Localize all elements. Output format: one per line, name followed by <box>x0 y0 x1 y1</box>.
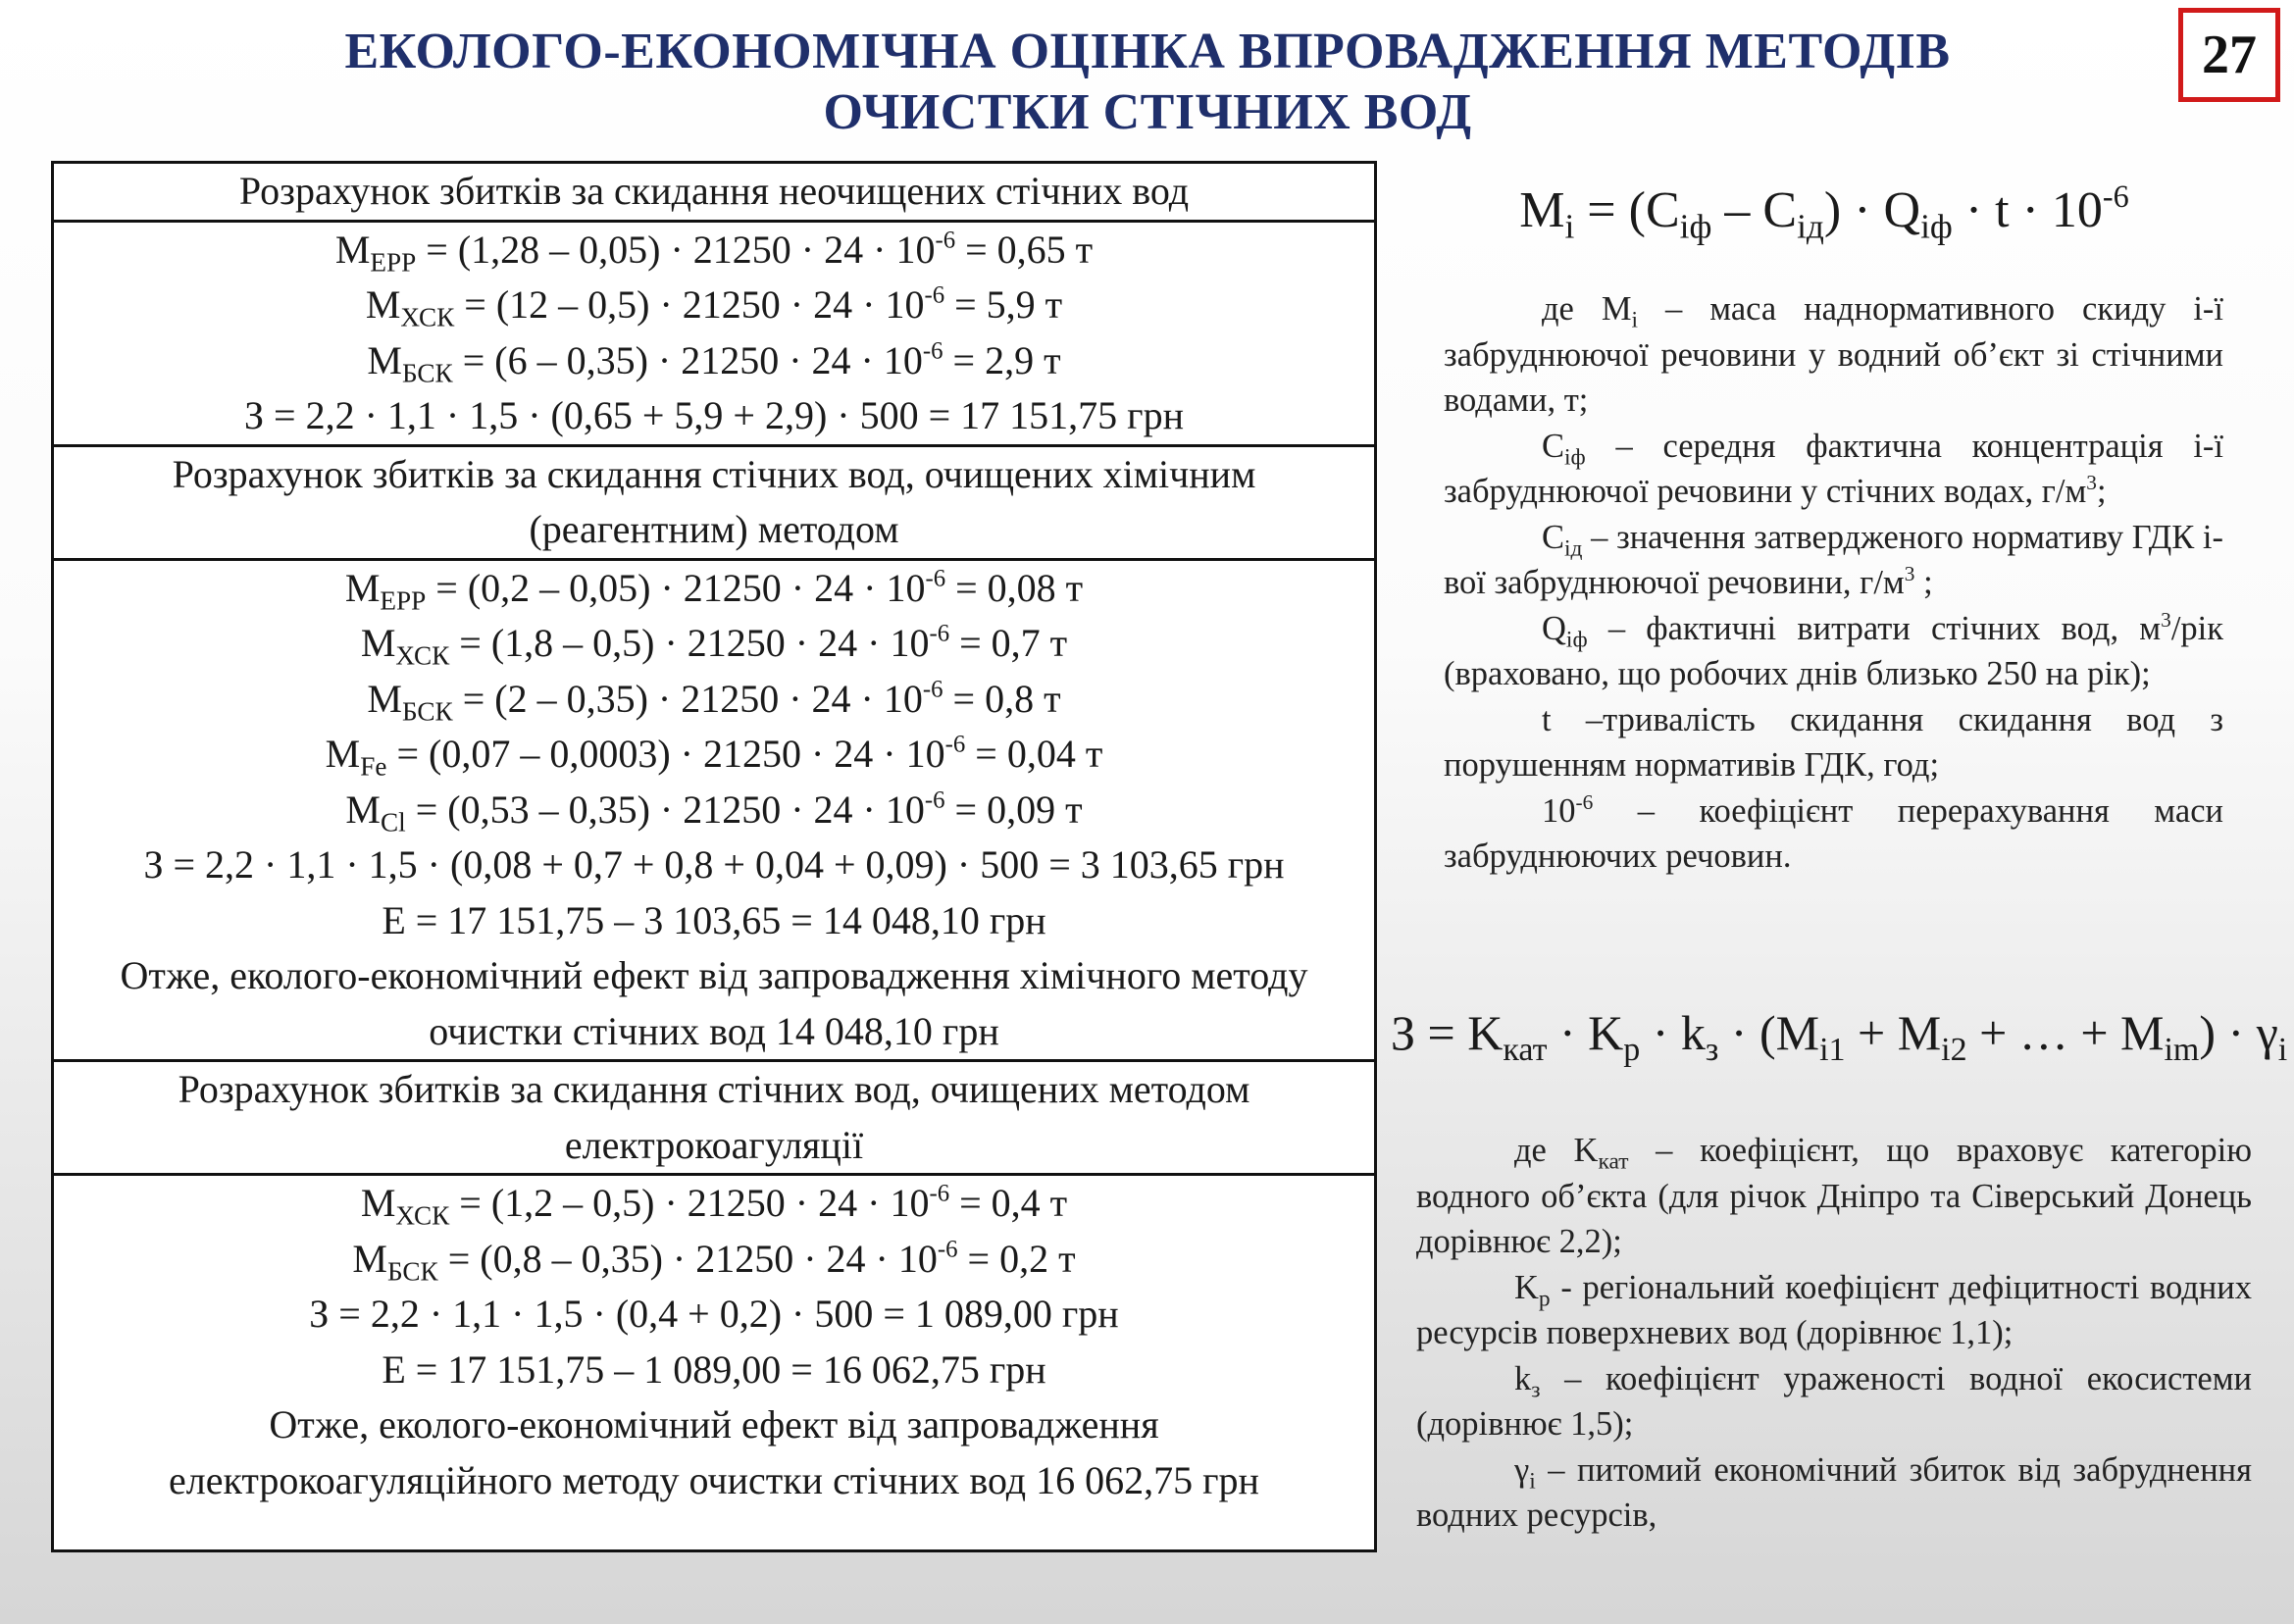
legend-item: $\gamma_i$ – питомий економічний збиток від забруднення водних ресурсів, <box>1416 1450 2252 1534</box>
section-1-total: З = 2,2 · 1,1 · 1,5 · (0,65 + 5,9 + 2,9) · 500 = 17 151,75 грн <box>243 393 1184 437</box>
page-title <box>196 22 2099 143</box>
section-2-effect: Е = 17 151,75 – 3 103,65 = 14 048,10 грн <box>382 897 1046 942</box>
section-2-body <box>54 561 1374 1063</box>
legend-item: $C_{ід}$ – значення затвердженого нормативу ГДК і-вої забруднюючої речовини, $г/м^3$ ; <box>1444 518 2223 601</box>
pollutant-mass-formula: $M_i = (C_{іф} - C_{ід}) \cdot Q_{іф} \cdot t \cdot 10^{-6}$ <box>1519 178 2129 246</box>
equation-line: $M_{БСК} = (2 - 0,35) \cdot 21250 \cdot 24 \cdot 10^{-6} = 0,8$ т <box>367 676 1061 727</box>
legend-item: де $K_{кат}$ – коефіцієнт, що враховує категорію водного об’єкта (для річок Дніпро та Сіверський Донець дорівнює 2,2); <box>1416 1132 2252 1260</box>
section-3-conclusion-line-1: Отже, еколого-економічний ефект від запровадження <box>269 1402 1159 1446</box>
calculation-table <box>51 161 1377 1552</box>
equation-line: $M_{БСК} = (0,8 - 0,35) \cdot 21250 \cdot 24 \cdot 10^{-6} = 0,2$ т <box>352 1236 1076 1287</box>
legend-item: де $M_i$ – маса наднормативного скиду і-ї забруднюючої речовини у водний об’єкт зі стічними водами, т; <box>1444 290 2224 419</box>
page-title-line-2: ОЧИСТКИ СТІЧНИХ ВОД <box>823 84 1472 140</box>
damage-formula: $З = K_{кат} \cdot K_р \cdot k_з \cdot (M_{i1} + M_{i2}$ + … + $M_{im}) \cdot \gamma_i$ <box>1391 1005 2288 1068</box>
section-2-total: З = 2,2 · 1,1 · 1,5 · (0,08 + 0,7 + 0,8 + 0,04 + 0,09) · 500 = 3 103,65 грн <box>143 842 1285 887</box>
legend-item: t –тривалість скидання скидання вод з порушенням нормативів ГДК, год; <box>1444 700 2223 784</box>
equation-line: $M_{ЕРР} = (0,2 - 0,05) \cdot 21250 \cdot 24 \cdot 10^{-6} = 0,08$ т <box>344 565 1084 616</box>
section-3-body <box>54 1176 1374 1549</box>
legend-item: $K_р$ - регіональний коефіцієнт дефіцитності водних ресурсів поверхневих вод (дорівнює 1,1); <box>1416 1268 2252 1351</box>
slide-number-badge: 27 <box>2178 8 2280 102</box>
section-3-lines <box>62 1176 1366 1287</box>
section-3-total: З = 2,2 · 1,1 · 1,5 · (0,4 + 0,2) · 500 = 1 089,00 грн <box>309 1292 1119 1336</box>
section-1-header-text: Розрахунок збитків за скидання неочищених стічних вод <box>238 169 1190 213</box>
section-1-header <box>54 164 1374 223</box>
section-2-header-text: Розрахунок збитків за скидання стічних вод, очищених хімічним (реагентним) методом <box>172 451 1256 551</box>
equation-line: $M_{Cl} = (0,53 - 0,35) \cdot 21250 \cdot 24 \cdot 10^{-6} = 0,09$ т <box>345 787 1083 837</box>
equation-line: $M_{ХСК} = (1,2 - 0,5) \cdot 21250 \cdot 24 \cdot 10^{-6} = 0,4$ т <box>360 1180 1068 1231</box>
page-title-line-1: ЕКОЛОГО-ЕКОНОМІЧНА ОЦІНКА ВПРОВАДЖЕННЯ МЕТОДІВ <box>344 24 1951 79</box>
section-3-effect: Е = 17 151,75 – 1 089,00 = 16 062,75 грн <box>382 1346 1046 1392</box>
equation-line: $M_{ХСК} = (1,8 - 0,5) \cdot 21250 \cdot 24 \cdot 10^{-6} = 0,7$ т <box>360 620 1068 671</box>
section-3-header-text: Розрахунок збитків за скидання стічних вод, очищених методом електрокоагуляції <box>178 1067 1250 1167</box>
mass-formula-legend <box>1444 286 2223 880</box>
section-2-header <box>54 447 1374 561</box>
section-3-conclusion-line-2: електрокоагуляційного методу очистки стічних вод 16 062,75 грн <box>169 1457 1259 1502</box>
section-1-lines <box>62 223 1366 389</box>
section-1-body <box>54 223 1374 447</box>
equation-line: $M_{Fe} = (0,07 - 0,0003) \cdot 21250 \cdot 24 \cdot 10^{-6} = 0,04$ т <box>325 731 1103 782</box>
legend-item: $10^{-6}$ – коефіцієнт перерахування маси забруднюючих речовин. <box>1444 789 2223 875</box>
legend-item: $k_з$ – коефіцієнт ураженості водної екосистеми (дорівнює 1,5); <box>1416 1359 2252 1443</box>
equation-line: $M_{ХСК} = (12 - 0,5) \cdot 21250 \cdot 24 \cdot 10^{-6} = 5,9$ т <box>365 281 1063 332</box>
equation-line: $M_{ЕРР} = (1,28 - 0,05) \cdot 21250 \cdot 24 \cdot 10^{-6} = 0,65$ т <box>334 227 1094 278</box>
damage-formula-legend <box>1416 1128 2252 1539</box>
section-3-header <box>54 1062 1374 1176</box>
section-2-conclusion: Отже, еколого-економічний ефект від запровадження хімічного методу очистки стічних вод 14 048,10 грн <box>120 953 1308 1053</box>
section-2-lines <box>62 561 1366 838</box>
legend-item: $C_{іф}$ – середня фактична концентрація і-ї забруднюючої речовини у стічних водах, $г/м^3$; <box>1444 427 2223 510</box>
equation-line: $M_{БСК} = (6 - 0,35) \cdot 21250 \cdot 24 \cdot 10^{-6} = 2,9$ т <box>367 337 1061 388</box>
legend-item: $Q_{іф}$ – фактичні витрати стічних вод, $м^3$/рік (враховано, що робочих днів близько 250 на рік); <box>1444 607 2223 692</box>
